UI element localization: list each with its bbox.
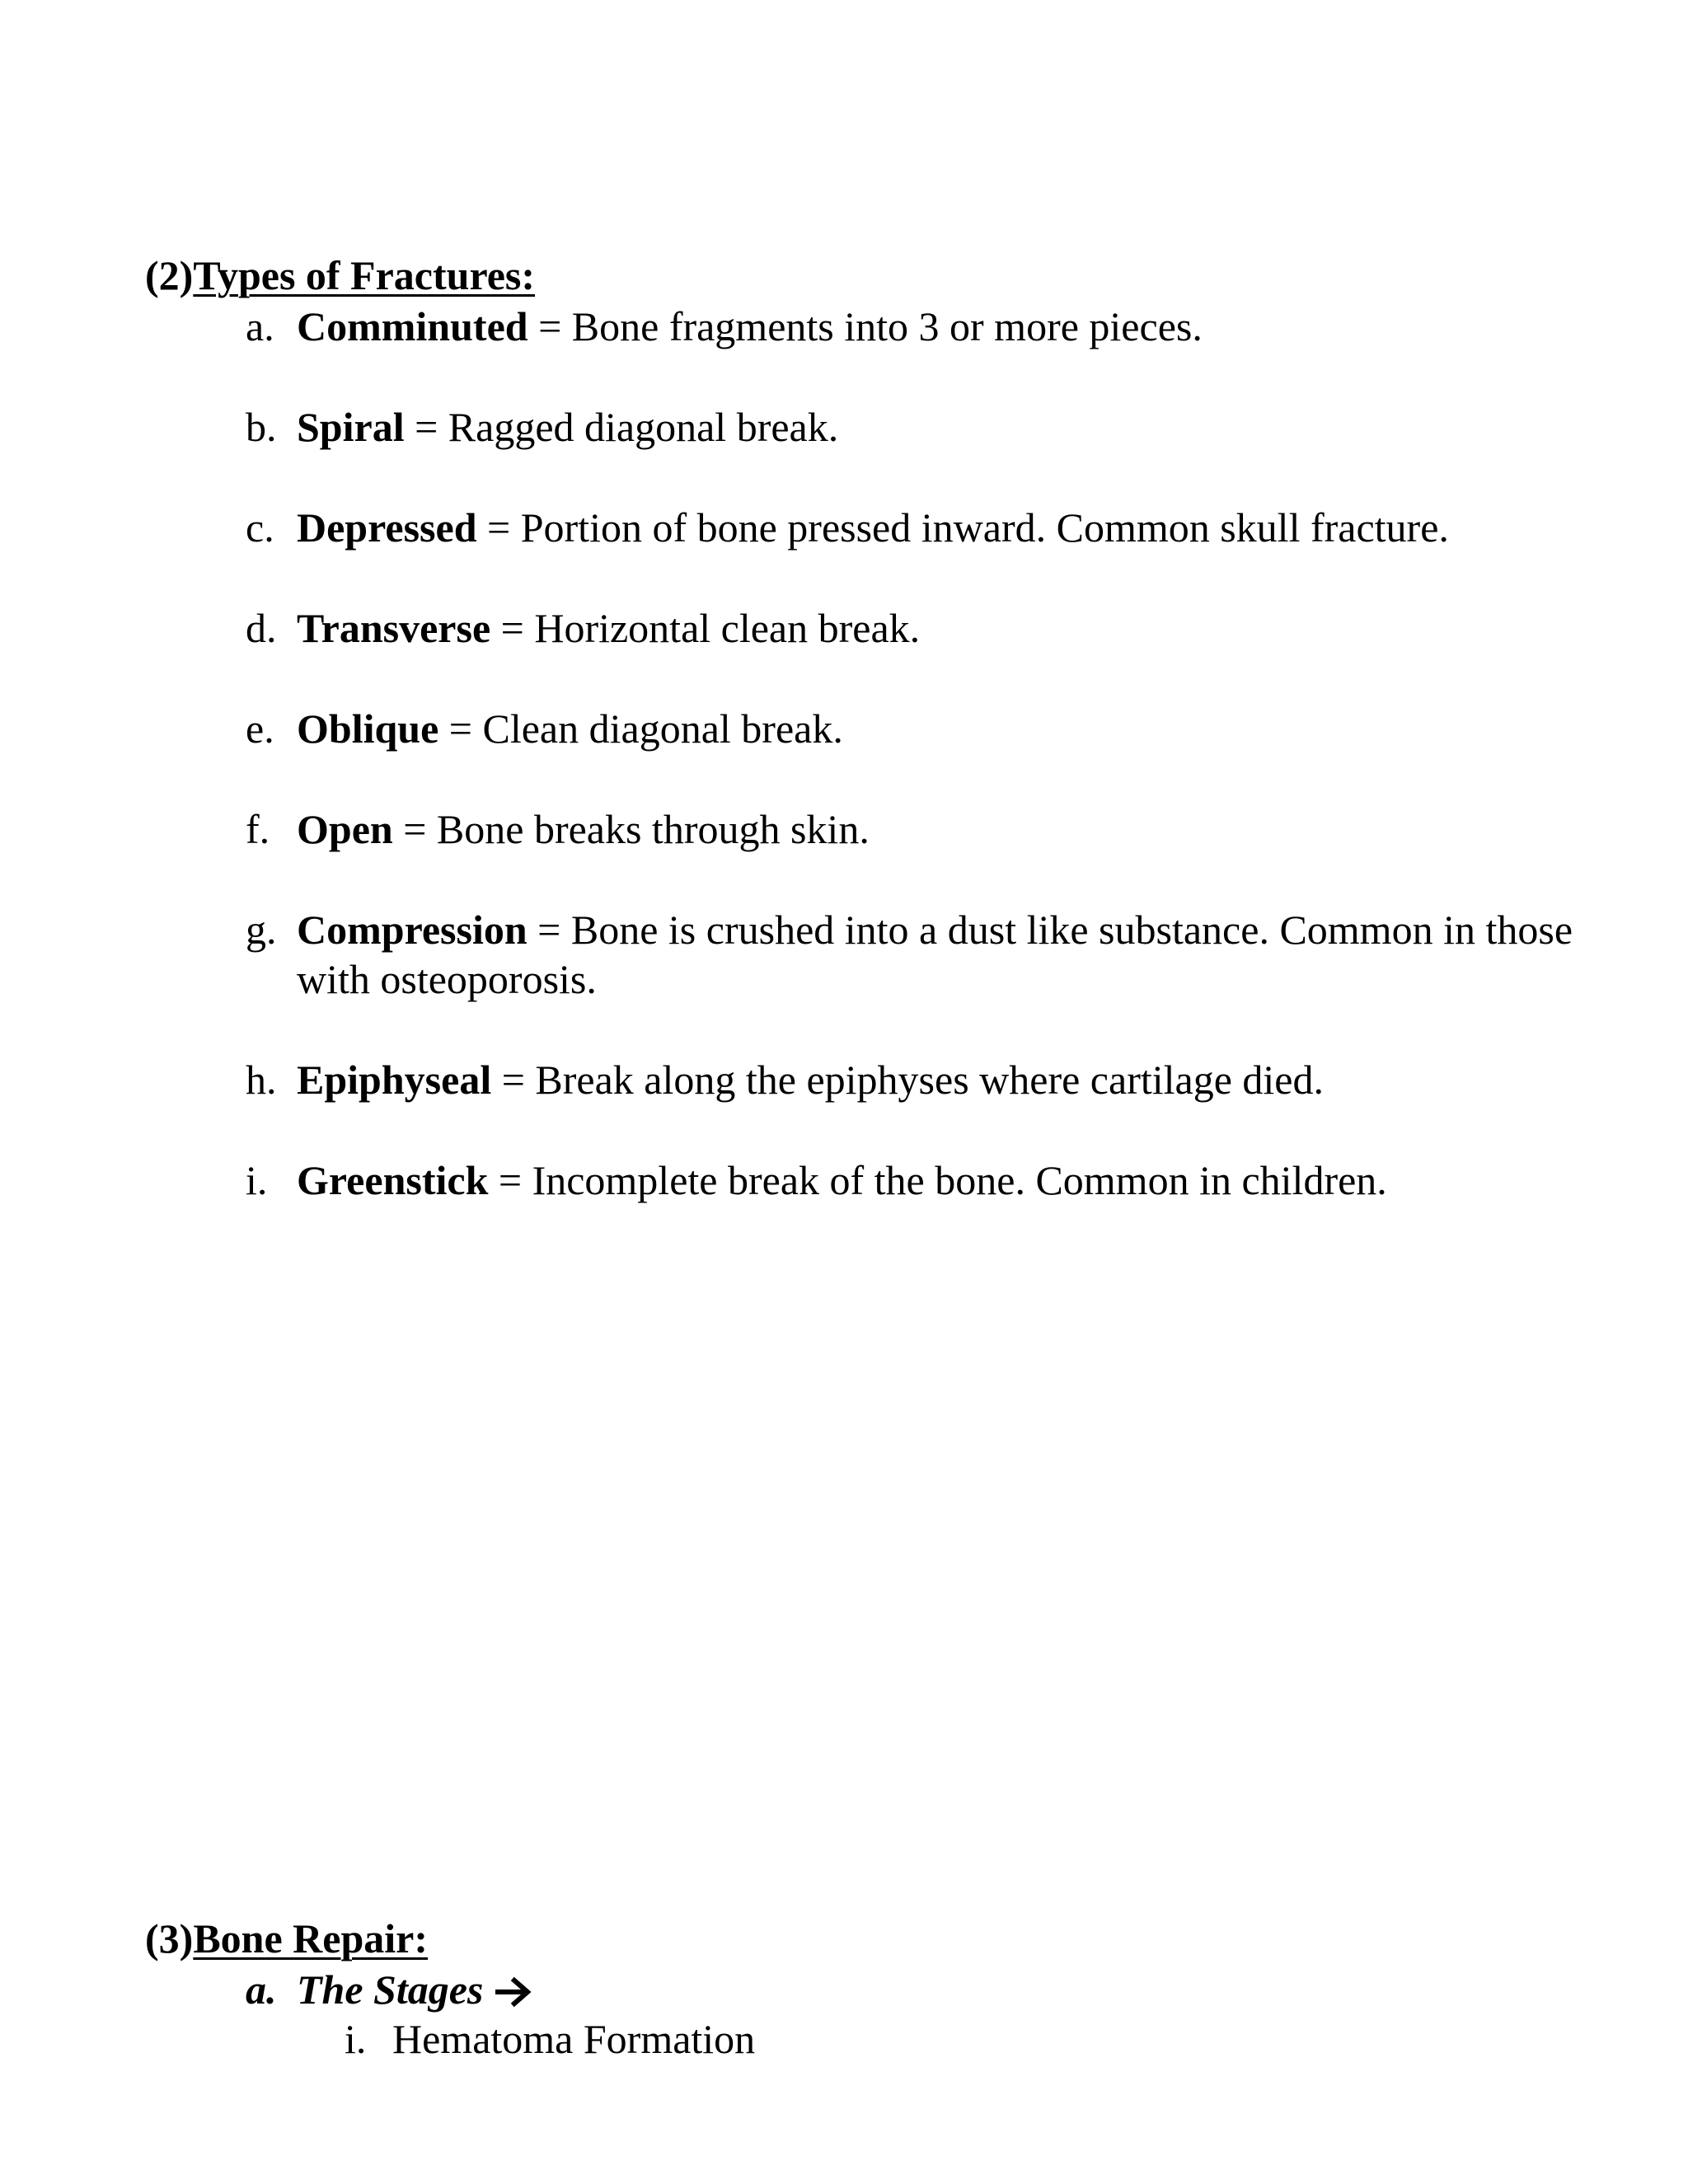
subitem-label: The Stages — [297, 1966, 484, 2013]
list-marker: e. — [246, 705, 274, 752]
list-marker: i. — [345, 2016, 367, 2062]
fracture-definition: = Clean diagonal break. — [438, 705, 843, 752]
fracture-definition: = Bone fragments into 3 or more pieces. — [528, 303, 1203, 349]
section-heading-types-of-fractures — [145, 251, 535, 300]
fracture-term: Depressed — [297, 504, 477, 551]
list-marker: g. — [246, 907, 277, 953]
fracture-definition: = Bone is crushed into a dust like substance. Common in those with osteoporosis. — [297, 907, 1573, 1002]
section-number: (2) — [145, 252, 194, 298]
fracture-term: Oblique — [297, 705, 439, 752]
fracture-definition: = Portion of bone pressed inward. Common skull fracture. — [476, 504, 1449, 551]
section-title: Bone Repair: — [193, 1915, 429, 1961]
fracture-definition: = Bone breaks through skin. — [392, 806, 870, 852]
list-item-body — [297, 402, 1607, 452]
list-marker: h. — [246, 1057, 277, 1103]
fracture-term: Comminuted — [297, 303, 528, 349]
list-item-body — [297, 302, 1607, 351]
fracture-term: Spiral — [297, 404, 405, 450]
fracture-definition: = Ragged diagonal break. — [404, 404, 839, 450]
fracture-term: Epiphyseal — [297, 1057, 492, 1103]
list-item-body — [297, 603, 1607, 653]
section-number: (3) — [145, 1915, 194, 1961]
subitem-the-stages — [246, 1965, 532, 2019]
right-arrow-icon — [495, 1970, 532, 2019]
fracture-term: Open — [297, 806, 393, 852]
list-item-body — [297, 1055, 1607, 1104]
list-marker: i. — [246, 1157, 268, 1203]
list-item-body — [297, 804, 1607, 854]
fracture-term: Transverse — [297, 605, 491, 651]
fracture-term: Greenstick — [297, 1157, 489, 1203]
list-item-body — [297, 704, 1607, 753]
fracture-definition: = Horizontal clean break. — [490, 605, 921, 651]
stage-label: Hematoma Formation — [392, 2016, 756, 2062]
list-item-body — [297, 1155, 1607, 1205]
list-marker: a. — [246, 303, 274, 349]
fracture-definition: = Break along the epiphyses where cartilage died. — [491, 1057, 1324, 1103]
list-marker: c. — [246, 504, 274, 551]
fracture-definition: = Incomplete break of the bone. Common in children. — [488, 1157, 1387, 1203]
list-marker: d. — [246, 605, 277, 651]
section-title: Types of Fractures: — [193, 252, 536, 298]
list-item-body — [297, 503, 1607, 552]
fracture-term: Compression — [297, 907, 528, 953]
section-heading-bone-repair — [145, 1914, 428, 1963]
list-marker: b. — [246, 404, 277, 450]
list-marker: f. — [246, 806, 270, 852]
list-marker: a. — [246, 1966, 277, 2013]
stage-item-hematoma-formation — [345, 2014, 755, 2064]
list-item-body — [297, 905, 1607, 1004]
